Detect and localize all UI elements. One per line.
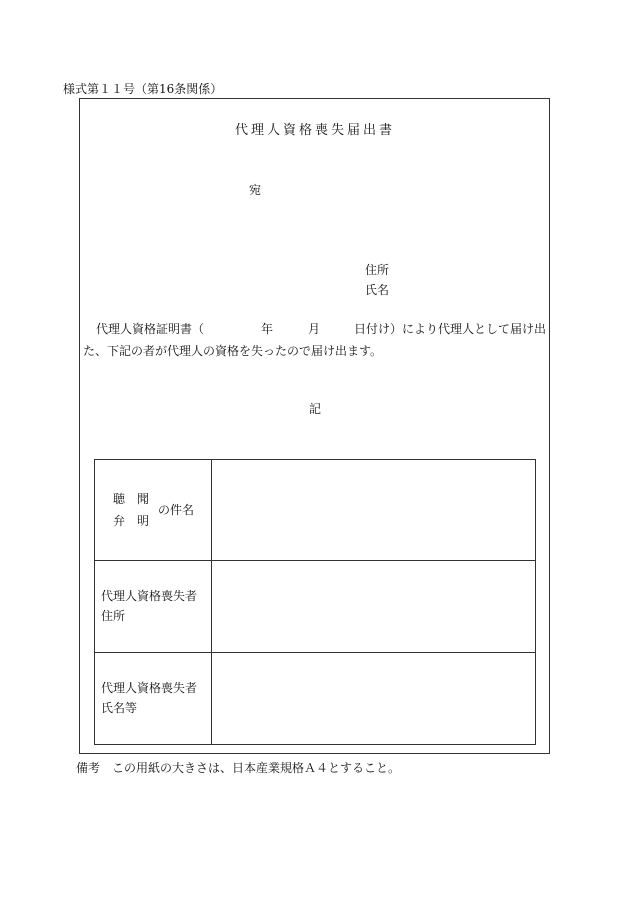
addressee-suffix: 宛 [249,183,262,197]
applicant-name-label: 氏名 [365,283,390,297]
lost-agent-address-label-cell [95,560,212,652]
name-field-label: 氏名等 [101,701,138,716]
matter-value-cell[interactable] [212,460,536,561]
body-text-line2: た、下記の者が代理人の資格を失ったので届け出ます。 [83,344,383,358]
certificate-prefix: 代理人資格証明書（ [96,322,205,336]
ki-heading: 記 [308,402,321,416]
matter-title-label: の件名 [158,502,195,517]
table-row-matter [95,460,536,561]
lost-agent-label: 代理人資格喪失者 [101,681,198,696]
remarks [76,762,400,774]
remarks-text: この用紙の大きさは、日本産業規格Ａ４とすること。 [112,761,401,775]
form-number: 様式第１１号（第16条関係） [63,82,223,96]
lost-agent-name-value-cell[interactable] [212,652,536,744]
document-title: 代理人資格喪失届出書 [234,123,395,138]
year-unit: 年 [261,322,274,336]
lost-agent-address-value-cell[interactable] [212,560,536,652]
applicant-address-label: 住所 [365,263,390,277]
remarks-label: 備考 [76,761,101,775]
hearing-label: 聴聞 [113,491,162,506]
lost-agent-label: 代理人資格喪失者 [101,589,198,604]
detail-table [94,459,536,745]
lost-agent-name-label-cell [95,652,212,744]
table-row-name [95,652,536,744]
address-field-label: 住所 [101,609,126,624]
matter-label-cell [95,460,212,561]
month-unit: 月 [308,322,321,336]
table-row-address [95,560,536,652]
explanation-label: 弁明 [113,513,162,528]
date-suffix: 日付け）により代理人として届け出 [354,322,547,336]
